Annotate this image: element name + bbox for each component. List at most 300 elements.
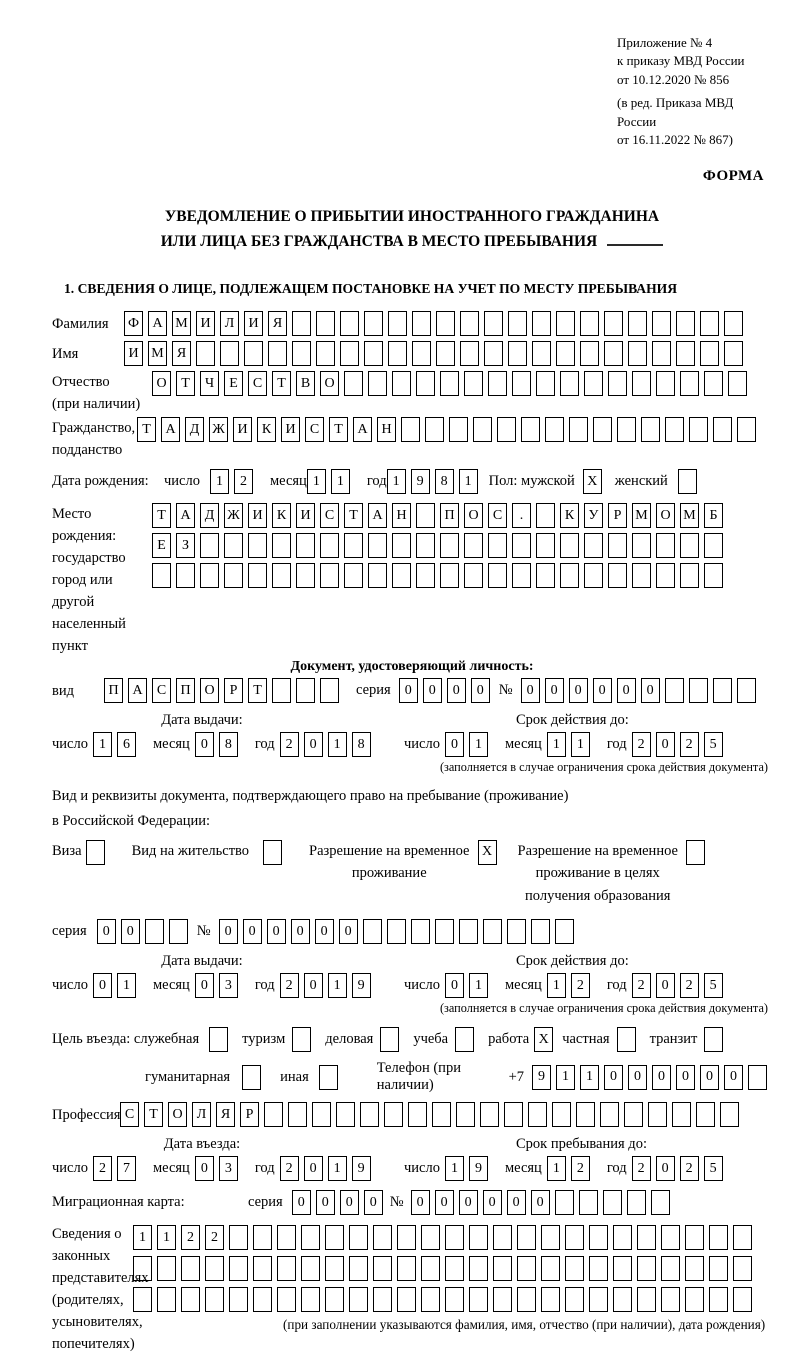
doc2-issue-line: [52, 973, 404, 998]
char-box-filled: 0: [445, 732, 464, 757]
doc1-valid-group: [404, 712, 772, 757]
char-box-filled: О: [464, 503, 483, 528]
year-label: год: [606, 736, 627, 753]
char-box-filled: 0: [243, 919, 262, 944]
char-box-filled: 0: [617, 678, 636, 703]
char-box-empty: [421, 1287, 440, 1312]
char-box-filled: 2: [93, 1156, 112, 1181]
char-box-empty: [627, 1190, 646, 1215]
char-box-empty: [464, 371, 483, 396]
char-box-empty: [268, 341, 287, 366]
char-box-filled: 2: [205, 1225, 224, 1250]
char-box-empty: [272, 678, 291, 703]
purpose-tourism-checkbox: [292, 1027, 316, 1052]
field-patronymic: [52, 371, 772, 415]
char-box-empty: [248, 533, 267, 558]
appendix-header: [617, 34, 772, 150]
char-box-empty: [248, 563, 267, 588]
char-box-empty: [253, 1225, 272, 1250]
char-box-empty: [363, 919, 382, 944]
edu-permit-line1: Разрешение на временное: [517, 842, 678, 859]
char-box-filled: 1: [328, 732, 347, 757]
char-box-filled: В: [296, 371, 315, 396]
purpose-transit: [650, 1027, 729, 1052]
char-box-empty: [676, 341, 695, 366]
char-box-empty: [392, 533, 411, 558]
char-box-filled: З: [176, 533, 195, 558]
sex-male-label: Пол: мужской: [488, 473, 575, 490]
char-box-filled: 0: [97, 919, 116, 944]
char-box-filled: .: [512, 503, 531, 528]
char-box-empty: [720, 1102, 739, 1127]
char-box-empty: [432, 1102, 451, 1127]
field-birth-date: [52, 469, 772, 494]
field-name: [52, 341, 772, 366]
char-box-empty: [632, 563, 651, 588]
purpose-row2: [145, 1060, 772, 1094]
char-box-filled: 0: [593, 678, 612, 703]
char-box-empty: [397, 1256, 416, 1281]
visa-label: Виза: [52, 842, 82, 859]
migration-card-label: Миграционная карта:: [52, 1194, 185, 1210]
char-box-filled: Е: [152, 533, 171, 558]
appendix-line: (в ред. Приказа МВД России: [617, 95, 734, 129]
edu-permit-checkbox: [686, 840, 710, 865]
char-box-filled: 2: [680, 973, 699, 998]
doc1-issue-line: [52, 732, 404, 757]
char-box-empty: [652, 311, 671, 336]
char-box-empty: [220, 341, 239, 366]
char-box-empty: [277, 1225, 296, 1250]
char-box-empty: [613, 1287, 632, 1312]
char-box-filled: 0: [656, 732, 675, 757]
birth-date-label: Дата рождения:: [52, 473, 149, 490]
char-box-empty: [504, 1102, 523, 1127]
char-box-filled: 1: [556, 1065, 575, 1090]
char-box-empty: [373, 1225, 392, 1250]
char-box-empty: [436, 341, 455, 366]
char-box-filled: Ч: [200, 371, 219, 396]
char-box-filled: 0: [304, 973, 323, 998]
char-box-empty: [411, 919, 430, 944]
char-box-empty: [531, 919, 550, 944]
phone-prefix: +7: [508, 1068, 524, 1085]
validity-note: (заполняется в случае ограничения срока действия документа): [439, 760, 768, 775]
char-box-empty: [512, 563, 531, 588]
char-box-filled: К: [257, 417, 276, 442]
char-box-filled: 2: [181, 1225, 200, 1250]
char-box-filled: 0: [700, 1065, 719, 1090]
doc1-issue-title: Дата выдачи:: [161, 712, 243, 729]
char-box-filled: С: [120, 1102, 139, 1127]
char-box-filled: И: [281, 417, 300, 442]
form-title-line2-text: ИЛИ ЛИЦА БЕЗ ГРАЖДАНСТВА В МЕСТО ПРЕБЫВАНИЯ: [160, 232, 598, 250]
char-box-empty: [412, 341, 431, 366]
char-box-filled: Т: [329, 417, 348, 442]
char-box-empty: [508, 341, 527, 366]
reps-label-line3: представителях: [52, 1270, 149, 1286]
char-box-empty: [421, 1225, 440, 1250]
birth-place-row3: [152, 563, 728, 588]
char-box-filled: Р: [608, 503, 627, 528]
day-label: число: [52, 1160, 88, 1176]
char-box-empty: [580, 311, 599, 336]
char-box-filled: 0: [195, 732, 214, 757]
char-box-filled: 0: [435, 1190, 454, 1215]
char-box-empty: [456, 1102, 475, 1127]
char-box-empty: [445, 1287, 464, 1312]
char-box-empty: [536, 371, 555, 396]
char-box-empty: [517, 1287, 536, 1312]
char-box-filled: 1: [328, 973, 347, 998]
citizenship-label-line1: Гражданство,: [52, 420, 136, 437]
char-box-empty: [589, 1225, 608, 1250]
char-box-empty: [665, 678, 684, 703]
char-box-filled: Р: [240, 1102, 259, 1127]
char-box-filled: А: [368, 503, 387, 528]
residence-permit-label: Вид на жительство: [131, 842, 250, 859]
field-citizenship: [52, 417, 772, 461]
char-box-empty: [449, 417, 468, 442]
char-box-filled: 0: [656, 973, 675, 998]
year-label: год: [606, 1160, 627, 1176]
doc1-issue-day: [93, 732, 141, 757]
char-box-filled: 2: [234, 469, 253, 494]
year-label: год: [606, 977, 627, 993]
char-box-empty: [560, 533, 579, 558]
purpose-humanitarian-checkbox: [242, 1065, 266, 1090]
char-box-empty: [556, 341, 575, 366]
day-label: число: [52, 736, 88, 753]
char-box-filled: 1: [445, 1156, 464, 1181]
doc-kind-boxes: [104, 678, 344, 703]
profession-boxes: [120, 1102, 744, 1127]
char-box-filled: 0: [315, 919, 334, 944]
char-box-filled: 0: [507, 1190, 526, 1215]
char-box-filled: 1: [307, 469, 326, 494]
char-box-empty: [301, 1225, 320, 1250]
char-box-empty: [397, 1287, 416, 1312]
temp-permit-line2: проживание: [351, 865, 427, 882]
profession-label: Профессия: [52, 1106, 121, 1123]
char-box-empty: [86, 840, 105, 865]
char-box-empty: [157, 1256, 176, 1281]
char-box-empty: [349, 1287, 368, 1312]
char-box-filled: 1: [93, 732, 112, 757]
char-box-filled: Ф: [124, 311, 143, 336]
char-box-empty: [724, 311, 743, 336]
patronymic-boxes: [152, 371, 752, 396]
month-label: месяц: [152, 977, 190, 993]
char-box-empty: [176, 563, 195, 588]
form-title: [52, 205, 772, 255]
field-doc2-seria: [52, 919, 772, 944]
char-box-empty: [661, 1287, 680, 1312]
char-box-filled: 0: [656, 1156, 675, 1181]
char-box-empty: [242, 1065, 261, 1090]
birth-month-boxes: [307, 469, 355, 494]
char-box-empty: [373, 1256, 392, 1281]
doc2-valid-year: [632, 973, 728, 998]
char-box-empty: [464, 533, 483, 558]
char-box-empty: [680, 371, 699, 396]
char-box-empty: [555, 1190, 574, 1215]
char-box-empty: [709, 1256, 728, 1281]
char-box-empty: [488, 563, 507, 588]
char-box-empty: [656, 563, 675, 588]
char-box-filled: М: [632, 503, 651, 528]
char-box-empty: [277, 1287, 296, 1312]
patronymic-label-line1: Отчество: [52, 374, 110, 391]
char-box-filled: 0: [316, 1190, 335, 1215]
reps-label-line5: усыновителях,: [52, 1314, 143, 1330]
char-box-filled: Р: [224, 678, 243, 703]
doc2-number-label: №: [196, 923, 211, 939]
permit-residence: [132, 840, 287, 865]
char-box-empty: [263, 840, 282, 865]
char-box-filled: С: [248, 371, 267, 396]
purpose-study: [413, 1027, 479, 1052]
char-box-empty: [229, 1287, 248, 1312]
forma-label: ФОРМА: [702, 167, 764, 184]
char-box-empty: [277, 1256, 296, 1281]
char-box-filled: А: [161, 417, 180, 442]
char-box-empty: [676, 311, 695, 336]
char-box-filled: С: [320, 503, 339, 528]
char-box-filled: И: [196, 311, 215, 336]
char-box-filled: 1: [571, 732, 590, 757]
char-box-filled: 1: [331, 469, 350, 494]
char-box-empty: [224, 563, 243, 588]
purpose-study-checkbox: [455, 1027, 479, 1052]
doc-seria-label: серия: [356, 682, 391, 699]
char-box-empty: [700, 311, 719, 336]
char-box-filled: 5: [704, 1156, 723, 1181]
char-box-empty: [401, 417, 420, 442]
char-box-filled: А: [148, 311, 167, 336]
char-box-empty: [536, 563, 555, 588]
char-box-empty: [713, 417, 732, 442]
char-box-filled: Я: [268, 311, 287, 336]
char-box-empty: [608, 371, 627, 396]
char-box-empty: [349, 1225, 368, 1250]
char-box-empty: [733, 1225, 752, 1250]
char-box-filled: 0: [340, 1190, 359, 1215]
char-box-empty: [704, 563, 723, 588]
char-box-empty: [469, 1256, 488, 1281]
char-box-empty: [408, 1102, 427, 1127]
char-box-empty: [560, 563, 579, 588]
citizenship-label-line2: подданство: [52, 442, 123, 459]
char-box-empty: [536, 533, 555, 558]
char-box-empty: [593, 417, 612, 442]
reps-label-line4: (родителях,: [52, 1292, 124, 1308]
birth-place-label-line1: Место рождения:: [52, 506, 117, 545]
char-box-empty: [388, 311, 407, 336]
char-box-filled: 0: [724, 1065, 743, 1090]
reps-row3: [133, 1287, 765, 1312]
char-box-empty: [536, 503, 555, 528]
purpose-work-checkbox: [534, 1027, 558, 1052]
char-box-empty: [704, 533, 723, 558]
char-box-empty: [253, 1256, 272, 1281]
reps-label-line1: Сведения о: [52, 1226, 122, 1242]
purpose-private-checkbox: [617, 1027, 641, 1052]
char-box-empty: [678, 469, 697, 494]
char-box-empty: [709, 1225, 728, 1250]
char-box-filled: А: [176, 503, 195, 528]
char-box-empty: [552, 1102, 571, 1127]
migration-number-label: №: [389, 1194, 404, 1210]
phone-label: Телефон (при наличии): [376, 1060, 461, 1093]
char-box-filled: М: [680, 503, 699, 528]
char-box-empty: [253, 1287, 272, 1312]
char-box-empty: [648, 1102, 667, 1127]
char-box-empty: [368, 533, 387, 558]
visa-checkbox: [86, 840, 110, 865]
char-box-filled: 0: [304, 732, 323, 757]
char-box-filled: 1: [469, 732, 488, 757]
char-box-filled: 0: [471, 678, 490, 703]
char-box-filled: 9: [352, 1156, 371, 1181]
char-box-empty: [628, 311, 647, 336]
char-box-empty: [709, 1287, 728, 1312]
char-box-empty: [565, 1256, 584, 1281]
char-box-empty: [628, 341, 647, 366]
doc2-number-boxes: [219, 919, 579, 944]
char-box-empty: [560, 371, 579, 396]
char-box-filled: 3: [219, 1156, 238, 1181]
char-box-empty: [425, 417, 444, 442]
field-profession: [52, 1102, 772, 1127]
char-box-empty: [288, 1102, 307, 1127]
birth-day-boxes: [210, 469, 258, 494]
char-box-empty: [316, 341, 335, 366]
entry-month: [195, 1156, 243, 1181]
char-box-filled: С: [152, 678, 171, 703]
char-box-filled: Д: [200, 503, 219, 528]
char-box-filled: 1: [469, 973, 488, 998]
char-box-empty: [604, 341, 623, 366]
char-box-filled: 0: [521, 678, 540, 703]
char-box-empty: [368, 563, 387, 588]
char-box-filled: М: [172, 311, 191, 336]
purpose-delovaya-checkbox: [380, 1027, 404, 1052]
char-box-empty: [181, 1256, 200, 1281]
char-box-empty: [696, 1102, 715, 1127]
char-box-empty: [656, 371, 675, 396]
representatives-labels: [52, 1223, 149, 1355]
char-box-empty: [340, 341, 359, 366]
char-box-empty: [296, 533, 315, 558]
char-box-empty: [133, 1256, 152, 1281]
char-box-filled: Т: [248, 678, 267, 703]
purpose-business-checkbox: [209, 1027, 233, 1052]
char-box-filled: 8: [435, 469, 454, 494]
char-box-filled: 2: [680, 732, 699, 757]
char-box-filled: 1: [328, 1156, 347, 1181]
char-box-empty: [133, 1287, 152, 1312]
birth-place-label-line4: населенный пункт: [52, 616, 126, 655]
char-box-filled: 0: [652, 1065, 671, 1090]
char-box-filled: К: [560, 503, 579, 528]
char-box-empty: [436, 311, 455, 336]
permit-temporary: [309, 840, 501, 885]
purpose-other-label: иная: [280, 1068, 309, 1085]
char-box-empty: [613, 1225, 632, 1250]
char-box-filled: 0: [304, 1156, 323, 1181]
char-box-filled: 9: [469, 1156, 488, 1181]
char-box-empty: [319, 1065, 338, 1090]
stay-until-line: [404, 1156, 772, 1181]
temp-permit-checkbox: [478, 840, 502, 865]
day-label: число: [164, 473, 200, 490]
month-label: месяц: [504, 977, 542, 993]
char-box-filled: X: [534, 1027, 553, 1052]
field-migration-card: [52, 1190, 772, 1215]
char-box-empty: [205, 1256, 224, 1281]
char-box-filled: 6: [117, 732, 136, 757]
char-box-empty: [416, 563, 435, 588]
doc2-valid-month: [547, 973, 595, 998]
birth-place-row1: [152, 503, 728, 528]
char-box-filled: 0: [292, 1190, 311, 1215]
char-box-empty: [244, 341, 263, 366]
char-box-filled: 0: [195, 1156, 214, 1181]
char-box-filled: 0: [195, 973, 214, 998]
char-box-filled: П: [440, 503, 459, 528]
char-box-empty: [589, 1256, 608, 1281]
char-box-filled: 0: [411, 1190, 430, 1215]
char-box-empty: [685, 1287, 704, 1312]
month-label: месяц: [504, 736, 542, 753]
char-box-filled: Т: [137, 417, 156, 442]
char-box-filled: 8: [219, 732, 238, 757]
char-box-empty: [651, 1190, 670, 1215]
doc2-dates: [52, 953, 772, 998]
char-box-empty: [388, 341, 407, 366]
char-box-filled: 2: [680, 1156, 699, 1181]
char-box-empty: [296, 678, 315, 703]
char-box-empty: [320, 678, 339, 703]
doc2-valid-title: Срок действия до:: [516, 953, 629, 969]
doc1-dates: [52, 712, 772, 757]
char-box-empty: [373, 1287, 392, 1312]
char-box-empty: [364, 311, 383, 336]
doc1-valid-day: [445, 732, 493, 757]
doc-number-label: №: [498, 682, 513, 699]
char-box-filled: 1: [387, 469, 406, 494]
char-box-empty: [541, 1287, 560, 1312]
appendix-line: от 16.11.2022 № 867): [617, 132, 734, 148]
char-box-filled: 1: [459, 469, 478, 494]
char-box-empty: [576, 1102, 595, 1127]
char-box-empty: [632, 533, 651, 558]
char-box-filled: П: [176, 678, 195, 703]
char-box-empty: [493, 1287, 512, 1312]
field-birth-place: [52, 503, 772, 657]
char-box-empty: [435, 919, 454, 944]
purpose-work-label: работа: [488, 1031, 530, 1047]
char-box-empty: [713, 678, 732, 703]
doc2-issue-day: [93, 973, 141, 998]
char-box-empty: [157, 1287, 176, 1312]
char-box-filled: Я: [172, 341, 191, 366]
char-box-filled: 0: [121, 919, 140, 944]
char-box-empty: [672, 1102, 691, 1127]
char-box-empty: [737, 417, 756, 442]
purpose-row: [52, 1027, 772, 1052]
